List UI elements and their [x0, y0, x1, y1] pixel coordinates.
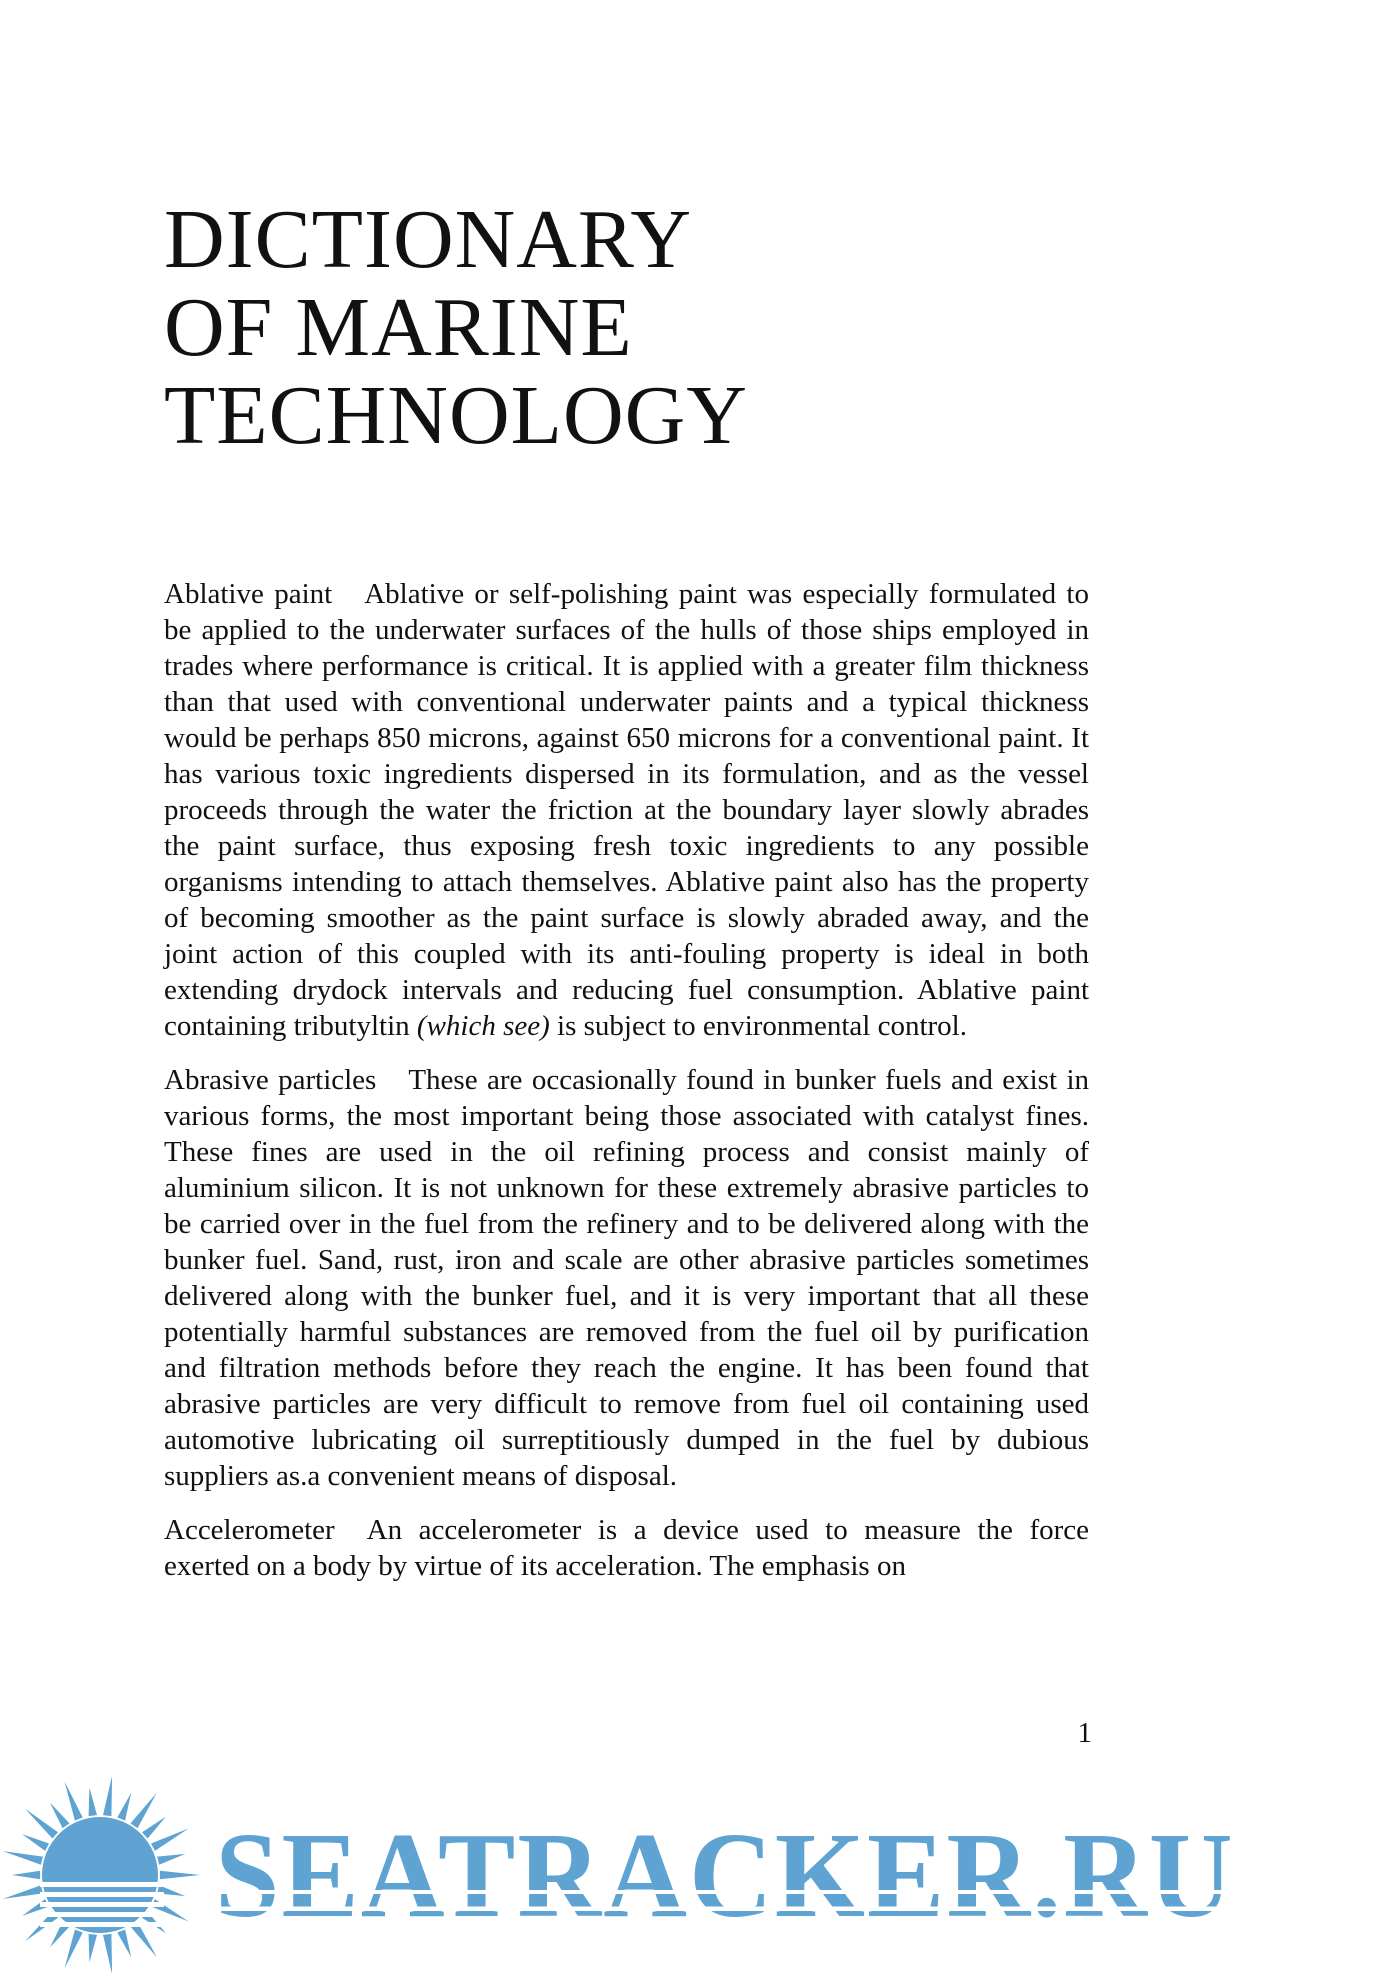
- sun-ray: [3, 1851, 43, 1865]
- sun-ray: [157, 1854, 185, 1865]
- entry-body-continued: is subject to environmental control.: [557, 1010, 967, 1042]
- sun-ray: [65, 1930, 83, 1969]
- title-line-1: DICTIONARY: [164, 193, 692, 286]
- entry-accelerometer: [164, 1512, 1089, 1584]
- sun-ray: [12, 1871, 40, 1879]
- entry-body: These are occasionally found in bunker fuels and exist in various forms, the most important being those associated with catalyst fines. These fines are used in the oil refining process and consist mainly of aluminium silicon. It is not unknown for these extremely abrasive particles to be carried over in the fuel from the refinery and to be delivered along with the bunker fuel. Sand, rust, iron and scale are other abrasive particles sometimes delivered along with the bunker fuel, and it is very important that all these potentially harmful substances are removed from the fuel oil by purification and filtration methods before they reach the engine. It has been found that abrasive particles are very difficult to remove from fuel oil containing used automotive lubricating oil surreptitiously dumped in the fuel by dubious suppliers as.a convenient means of disposal.: [164, 1064, 1090, 1492]
- sun-ray: [65, 1782, 83, 1821]
- entry-body: Ablative or self-polishing paint was especially formulated to be applied to the underwater surfaces of the hulls of those ships employed in trades where performance is critical. It is applied with a greater film thickness than that used with conventional underwater paints and a typical thickness would be perhaps 850 microns, against 650 microns for a conventional paint. It has various toxic ingredients dispersed in its formulation, and as the vessel proceeds through the water the friction at the boundary layer slowly abrades the paint surface, thus exposing fresh toxic ingredients to any possible organisms intending to attach themselves. Ablative paint also has the property of becoming smoother as the paint surface is slowly abraded away, and the joint action of this coupled with its anti-fouling property is ideal in both extending drydock intervals and reducing fuel consumption. Ablative paint containing tributyltin: [164, 578, 1089, 1042]
- sun-ray: [142, 1817, 166, 1839]
- sun-ray: [50, 1803, 70, 1829]
- entry-ablative-paint: [164, 576, 1089, 1044]
- title-line-3: TECHNOLOGY: [164, 369, 748, 462]
- sun-ray: [103, 1776, 112, 1816]
- page-title: [164, 193, 748, 462]
- sun-ray: [131, 1793, 157, 1828]
- title-line-2: OF MARINE: [164, 281, 633, 374]
- entry-headword: Accelerometer: [164, 1514, 335, 1546]
- watermark-text: SEATRACKER.RU: [215, 1809, 1235, 1944]
- sun-ray: [3, 1885, 43, 1899]
- sun-ray: [89, 1934, 97, 1963]
- sun-ray: [117, 1793, 131, 1821]
- entry-body: An accelerometer is a device used to measure the force exerted on a body by virtue of its acceleration. The emphasis on: [164, 1514, 1089, 1582]
- entry-abrasive-particles: [164, 1062, 1089, 1494]
- entry-headword: Abrasive particles: [164, 1064, 377, 1096]
- sun-ray: [151, 1829, 189, 1851]
- sun-ray: [117, 1930, 131, 1958]
- sun-ray: [89, 1788, 97, 1817]
- entry-cross-reference: (which see): [416, 1010, 550, 1042]
- sun-ray: [160, 1871, 200, 1879]
- sun-ray: [25, 1809, 58, 1839]
- sun-ray: [22, 1834, 49, 1851]
- watermark-banner: [0, 1770, 1381, 1973]
- sun-ray: [131, 1922, 157, 1957]
- entry-headword: Ablative paint: [164, 578, 333, 610]
- page-number: 1: [1077, 1717, 1092, 1749]
- sun-icon: [0, 1770, 210, 1973]
- sun-ray: [103, 1934, 112, 1973]
- dictionary-entries: [164, 576, 1089, 1602]
